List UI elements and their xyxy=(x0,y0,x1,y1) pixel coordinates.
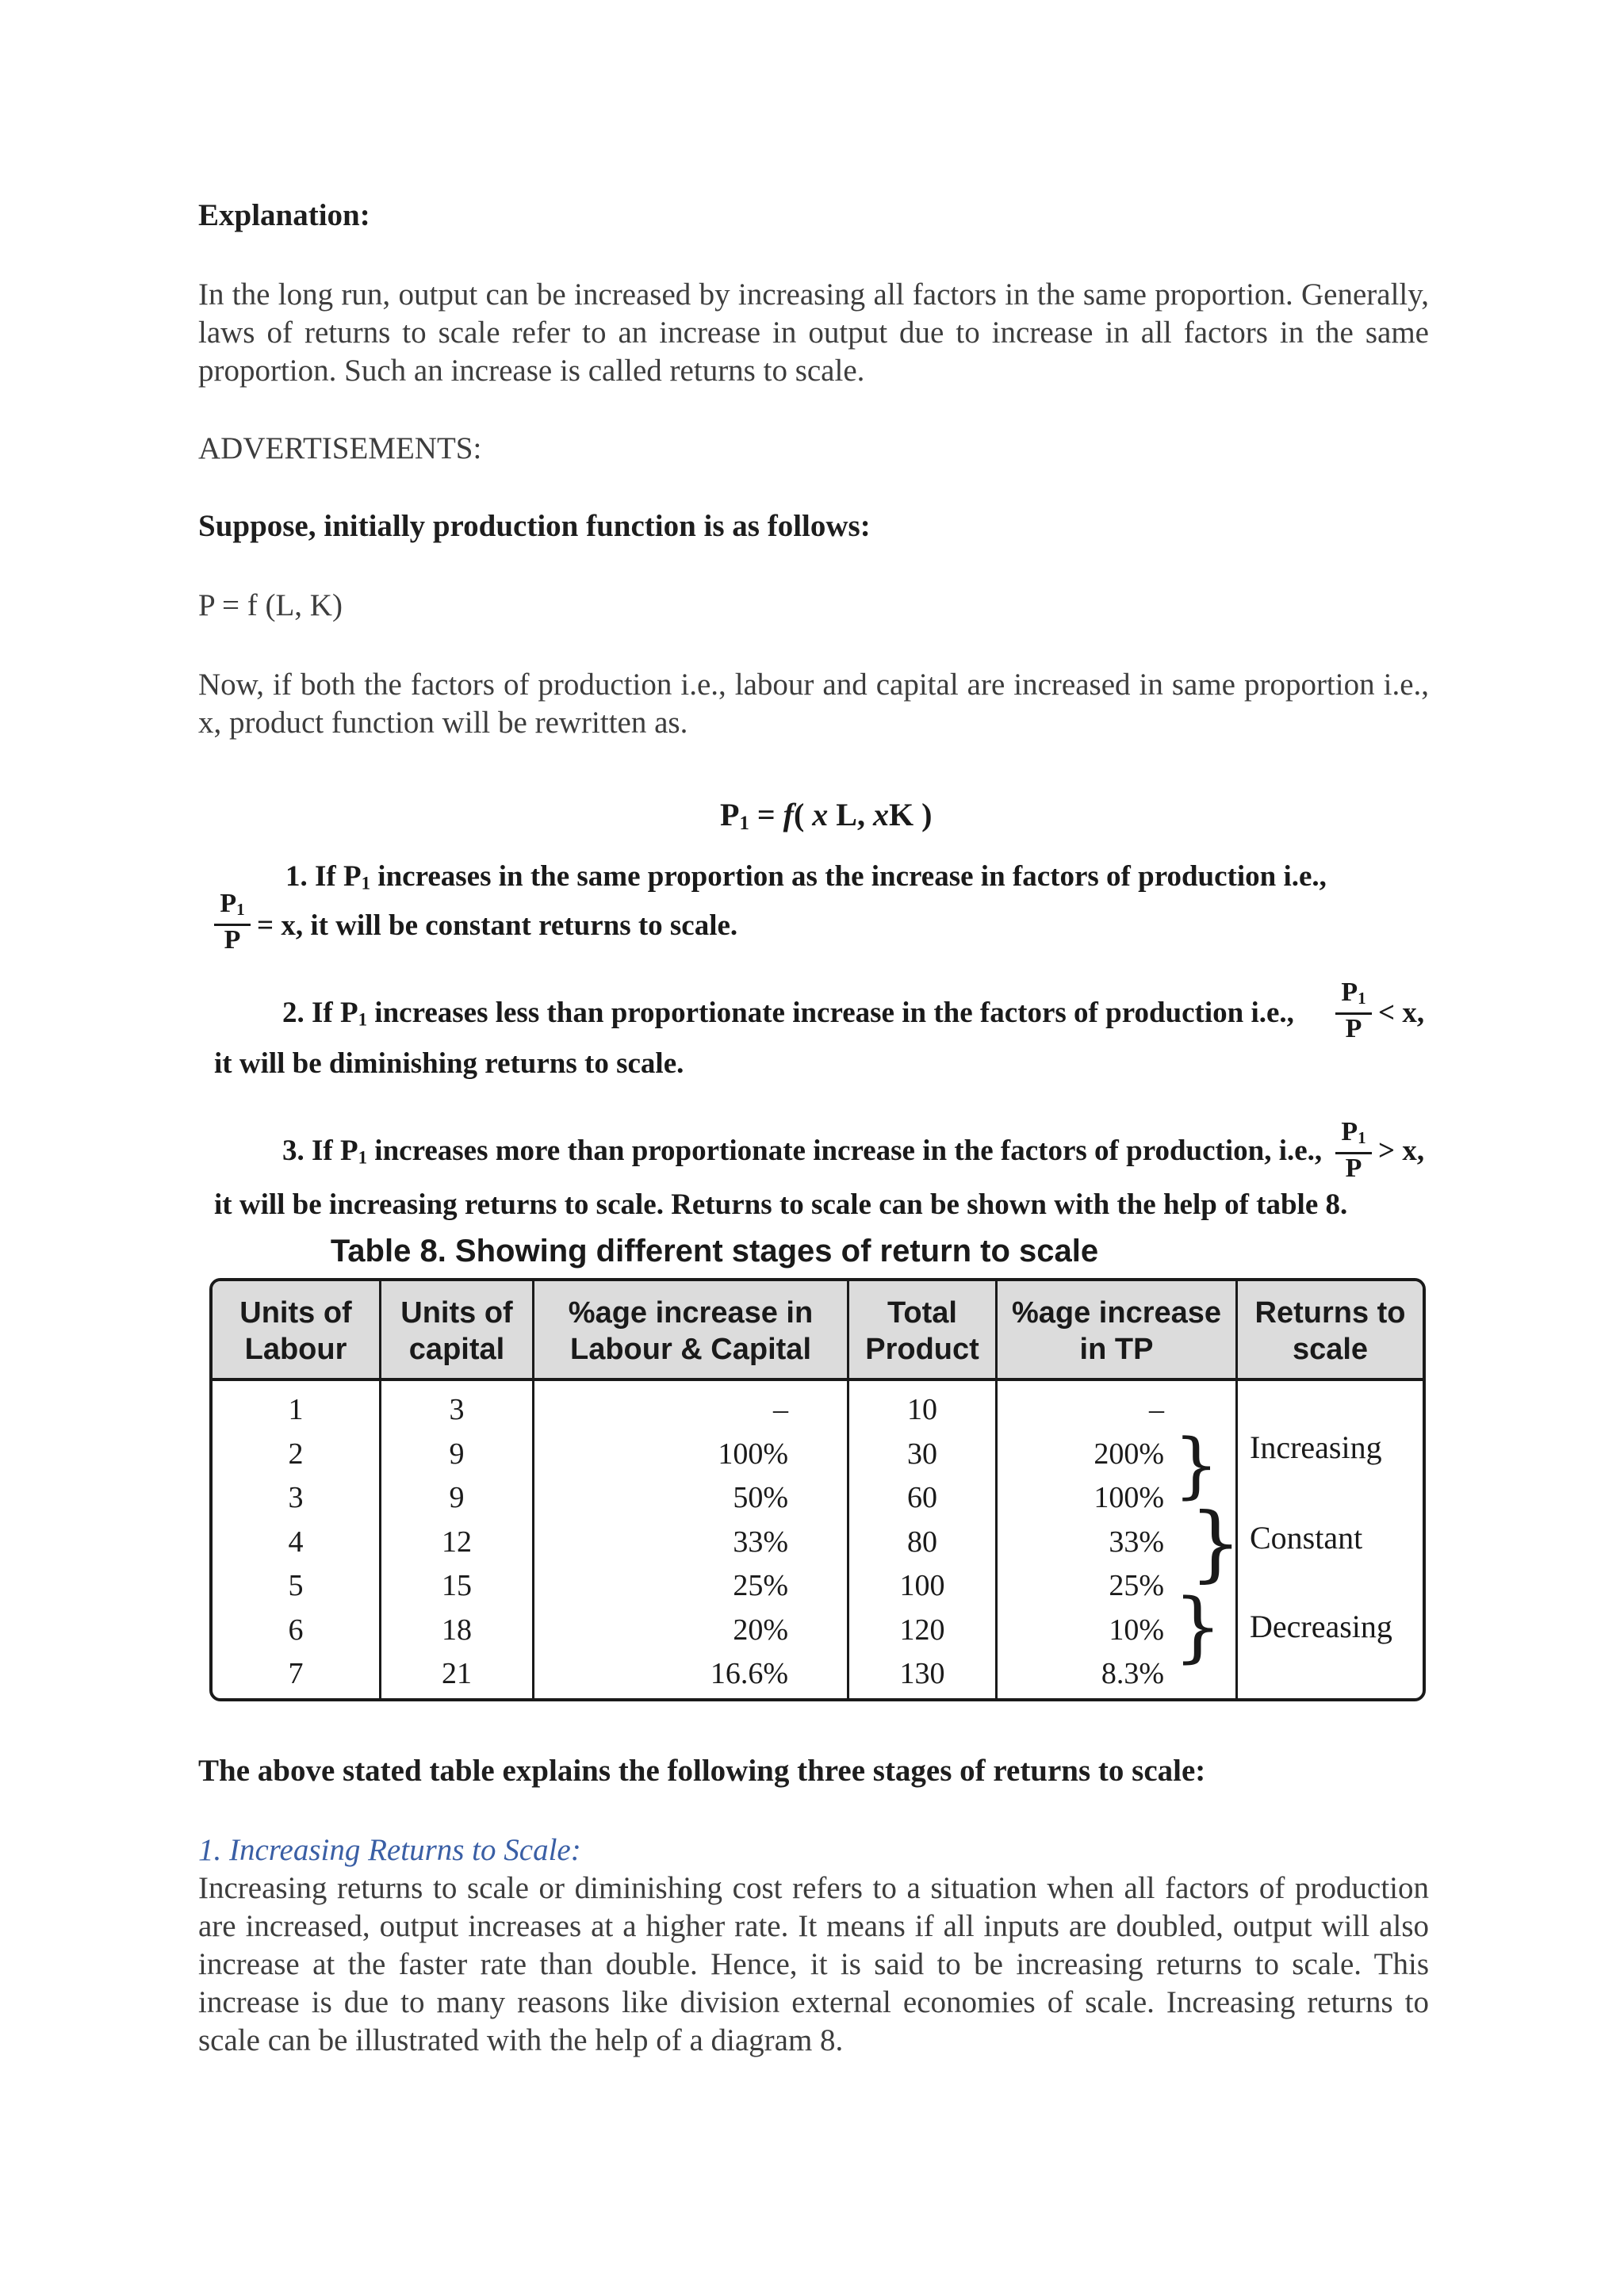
cell-total-product: 120 xyxy=(899,1613,945,1647)
cell-pct-inputs: 16.6% xyxy=(710,1657,788,1690)
brace-increasing: } xyxy=(1174,1424,1220,1507)
table-title: Table 8. Showing different stages of return to scale xyxy=(330,1234,1099,1269)
cell-total-product: 100 xyxy=(899,1569,945,1602)
cell-total-product: 30 xyxy=(907,1437,937,1471)
fraction-numerator: $P_1$ xyxy=(1335,978,1372,1015)
intro-paragraph: In the long run, output can be increased by increasing all factors in the same proportion. Generally, laws of returns to scale refer to an increase in output due to increase in all factors in the same proportion. Such an increase is called returns to scale. xyxy=(198,277,1429,388)
now-paragraph: Now, if both the factors of production i.e., labour and capital are increased in same proportion i.e., x, product function will be rewritten as. xyxy=(198,668,1429,740)
fraction-denominator: P xyxy=(1345,1154,1362,1184)
cell-capital: 12 xyxy=(442,1525,472,1559)
point3-line2: it will be increasing returns to scale. Returns to scale can be shown with the help of table 8. xyxy=(214,1188,1348,1221)
point3-line1: 3. If $P_1$ increases more than proportionate increase in the factors of production, i.e., xyxy=(282,1135,1323,1168)
header-total-product: Total Product xyxy=(865,1296,979,1366)
header-pct-inputs: %age increase in Labour & Capital xyxy=(568,1296,814,1366)
brace-constant: } xyxy=(1189,1494,1243,1591)
cell-pct-tp: 200% xyxy=(1094,1437,1164,1471)
header-units-labour: Units of Labour xyxy=(239,1296,352,1366)
cell-pct-inputs: 20% xyxy=(733,1613,788,1647)
returns-label-increasing: Increasing xyxy=(1250,1429,1382,1465)
explanation-heading: Explanation: xyxy=(198,198,370,232)
cell-pct-inputs: 50% xyxy=(733,1481,788,1514)
cell-labour: 2 xyxy=(288,1437,304,1471)
fraction-numerator: $P_1$ xyxy=(1335,1118,1372,1154)
fraction-denominator: P xyxy=(1345,1014,1362,1044)
point2-fraction xyxy=(1335,978,1372,1043)
cell-capital: 3 xyxy=(449,1393,465,1426)
point1-line1: 1. If $P_1$ increases in the same proportion as the increase in factors of production i.e., xyxy=(285,860,1327,894)
cell-total-product: 10 xyxy=(907,1393,937,1426)
cell-labour: 6 xyxy=(288,1613,304,1647)
cell-labour: 3 xyxy=(288,1481,304,1514)
cell-pct-inputs: 33% xyxy=(733,1525,788,1559)
cell-labour: 4 xyxy=(288,1525,304,1559)
cell-capital: 21 xyxy=(442,1657,472,1690)
fraction-denominator: P xyxy=(224,925,241,955)
cell-pct-tp: 10% xyxy=(1109,1613,1164,1647)
returns-table xyxy=(209,1278,1426,1701)
cell-capital: 15 xyxy=(442,1569,472,1602)
brace-decreasing: } xyxy=(1174,1582,1223,1671)
cell-labour: 7 xyxy=(288,1657,304,1690)
formula-p1: P1 = f( x L, xK ) xyxy=(720,797,933,834)
table-header-row xyxy=(213,1281,1423,1381)
point2-symbol: < x, xyxy=(1378,997,1425,1029)
cell-pct-tp: 8.3% xyxy=(1101,1657,1164,1690)
increasing-paragraph: Increasing returns to scale or diminishing cost refers to a situation when all factors of production are increased, output increases at a higher rate. It means if all inputs are doubled, output will also increase at the faster rate than double. Hence, it is said to be increasing returns to scale. This increase is due to many reasons like division external economies of scale. Increasing returns to scale can be illustrated with the help of a diagram 8. xyxy=(198,1871,1429,2057)
point1-fraction xyxy=(214,890,251,955)
returns-label-decreasing: Decreasing xyxy=(1250,1609,1392,1644)
cell-capital: 9 xyxy=(449,1437,465,1471)
returns-label-constant: Constant xyxy=(1250,1520,1363,1556)
fraction-numerator: $P_1$ xyxy=(214,890,251,926)
increasing-subheading: 1. Increasing Returns to Scale: xyxy=(198,1833,581,1867)
cell-labour: 5 xyxy=(288,1569,304,1602)
production-function: P = f (L, K) xyxy=(198,588,343,622)
cell-capital: 18 xyxy=(442,1613,472,1647)
cell-total-product: 130 xyxy=(899,1657,945,1690)
point2-line1: 2. If $P_1$ increases less than proportionate increase in the factors of production i.e., xyxy=(282,997,1294,1030)
point1-line2: = x, it will be constant returns to scale. xyxy=(257,909,738,942)
cell-pct-tp: 33% xyxy=(1109,1525,1164,1559)
column-divider xyxy=(1235,1281,1238,1698)
cell-pct-tp: – xyxy=(1149,1393,1164,1426)
suppose-heading: Suppose, initially production function is as follows: xyxy=(198,509,871,543)
cell-total-product: 60 xyxy=(907,1481,937,1514)
cell-pct-inputs: 25% xyxy=(733,1569,788,1602)
cell-total-product: 80 xyxy=(907,1525,937,1559)
cell-capital: 9 xyxy=(449,1481,465,1514)
point2-line2: it will be diminishing returns to scale. xyxy=(214,1047,684,1080)
stages-heading: The above stated table explains the following three stages of returns to scale: xyxy=(198,1754,1206,1788)
header-pct-tp: %age increase in TP xyxy=(1011,1296,1222,1366)
cell-pct-inputs: 100% xyxy=(718,1437,788,1471)
cell-labour: 1 xyxy=(288,1393,304,1426)
advertisements-label: ADVERTISEMENTS: xyxy=(198,431,482,465)
point3-fraction xyxy=(1335,1118,1372,1183)
header-returns-scale: Returns to scale xyxy=(1254,1296,1406,1366)
cell-pct-inputs: – xyxy=(773,1393,788,1426)
cell-pct-tp: 100% xyxy=(1094,1481,1164,1514)
header-units-capital: Units of capital xyxy=(400,1296,513,1366)
cell-pct-tp: 25% xyxy=(1109,1569,1164,1602)
point3-symbol: > x, xyxy=(1378,1135,1425,1167)
